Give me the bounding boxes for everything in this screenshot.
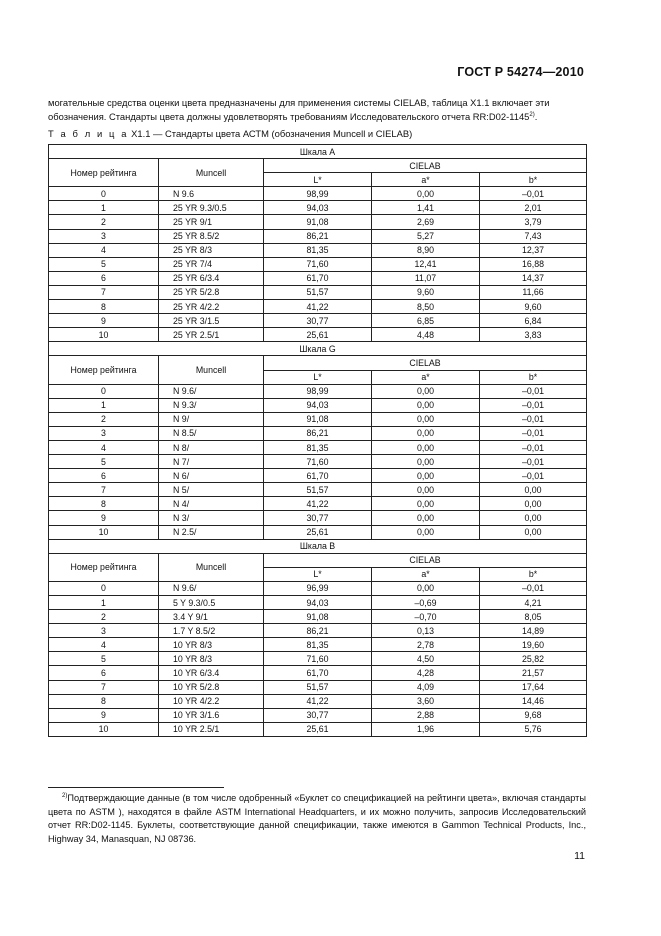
scale-title-row bbox=[49, 539, 587, 553]
cell-b: 5,76 bbox=[480, 722, 587, 736]
cell-rating: 2 bbox=[49, 412, 159, 426]
cell-rating: 4 bbox=[49, 243, 159, 257]
header-row bbox=[49, 356, 587, 370]
cell-rating: 6 bbox=[49, 469, 159, 483]
column-header-l: L* bbox=[264, 370, 372, 384]
cell-muncell: 10 YR 5/2.8 bbox=[159, 680, 264, 694]
cell-a: 0,00 bbox=[372, 511, 480, 525]
document-code: ГОСТ Р 54274—2010 bbox=[457, 65, 584, 79]
cell-muncell: N 3/ bbox=[159, 511, 264, 525]
cell-a: 0,13 bbox=[372, 624, 480, 638]
cell-a: 6,85 bbox=[372, 314, 480, 328]
cell-b: 3,79 bbox=[480, 215, 587, 229]
column-header-rating: Номер рейтинга bbox=[49, 553, 159, 581]
cell-rating: 2 bbox=[49, 610, 159, 624]
cell-a: 5,27 bbox=[372, 229, 480, 243]
cell-a: –0,69 bbox=[372, 596, 480, 610]
cell-a: 8,90 bbox=[372, 243, 480, 257]
cell-a: 4,09 bbox=[372, 680, 480, 694]
cell-rating: 9 bbox=[49, 511, 159, 525]
column-header-b: b* bbox=[480, 567, 587, 581]
cell-muncell: 25 YR 6/3.4 bbox=[159, 271, 264, 285]
cell-b: 0,00 bbox=[480, 483, 587, 497]
cell-a: 8,50 bbox=[372, 300, 480, 314]
table-row bbox=[49, 469, 587, 483]
cell-rating: 2 bbox=[49, 215, 159, 229]
cell-b: –0,01 bbox=[480, 581, 587, 595]
cell-a: 0,00 bbox=[372, 469, 480, 483]
column-header-b: b* bbox=[480, 173, 587, 187]
table-row bbox=[49, 300, 587, 314]
cell-l: 25,61 bbox=[264, 525, 372, 539]
table-row bbox=[49, 624, 587, 638]
footnote-marker: 2) bbox=[62, 792, 68, 799]
column-header-a: a* bbox=[372, 173, 480, 187]
cell-l: 61,70 bbox=[264, 666, 372, 680]
cell-a: 0,00 bbox=[372, 497, 480, 511]
cell-muncell: N 2.5/ bbox=[159, 525, 264, 539]
table-row bbox=[49, 638, 587, 652]
table-row bbox=[49, 412, 587, 426]
cell-a: 0,00 bbox=[372, 187, 480, 201]
cell-muncell: 25 YR 2.5/1 bbox=[159, 328, 264, 342]
cell-a: 0,00 bbox=[372, 426, 480, 440]
table-row bbox=[49, 680, 587, 694]
color-standards-table bbox=[48, 144, 587, 737]
cell-a: 4,28 bbox=[372, 666, 480, 680]
cell-l: 61,70 bbox=[264, 271, 372, 285]
cell-b: 11,66 bbox=[480, 285, 587, 299]
cell-l: 25,61 bbox=[264, 328, 372, 342]
table-row bbox=[49, 722, 587, 736]
table-row bbox=[49, 581, 587, 595]
intro-paragraph bbox=[48, 96, 588, 123]
footnote-divider bbox=[48, 787, 224, 788]
cell-l: 41,22 bbox=[264, 694, 372, 708]
cell-muncell: 25 YR 5/2.8 bbox=[159, 285, 264, 299]
cell-b: 19,60 bbox=[480, 638, 587, 652]
cell-l: 51,57 bbox=[264, 680, 372, 694]
cell-l: 51,57 bbox=[264, 483, 372, 497]
table-row bbox=[49, 314, 587, 328]
cell-muncell: 25 YR 9/1 bbox=[159, 215, 264, 229]
column-header-muncell: Muncell bbox=[159, 553, 264, 581]
cell-a: 2,78 bbox=[372, 638, 480, 652]
cell-muncell: 10 YR 4/2.2 bbox=[159, 694, 264, 708]
table-row bbox=[49, 483, 587, 497]
cell-muncell: 25 YR 4/2.2 bbox=[159, 300, 264, 314]
cell-l: 30,77 bbox=[264, 314, 372, 328]
cell-l: 81,35 bbox=[264, 638, 372, 652]
table-row bbox=[49, 187, 587, 201]
table-row bbox=[49, 243, 587, 257]
cell-l: 94,03 bbox=[264, 596, 372, 610]
cell-l: 71,60 bbox=[264, 257, 372, 271]
column-header-rating: Номер рейтинга bbox=[49, 356, 159, 384]
cell-l: 86,21 bbox=[264, 624, 372, 638]
cell-rating: 7 bbox=[49, 483, 159, 497]
cell-rating: 5 bbox=[49, 257, 159, 271]
cell-l: 30,77 bbox=[264, 708, 372, 722]
cell-rating: 5 bbox=[49, 455, 159, 469]
intro-text: могательные средства оценки цвета предназначены для применения системы CIELAB, таблица X1.1 включает эти обозначения. Стандарты цвета должны удовлетворять требованиям Исследовательского отчета RR:D02-1145 bbox=[48, 97, 550, 122]
cell-rating: 0 bbox=[49, 187, 159, 201]
cell-muncell: 1.7 Y 8.5/2 bbox=[159, 624, 264, 638]
cell-rating: 5 bbox=[49, 652, 159, 666]
caption-prefix: Т а б л и ц а bbox=[48, 128, 129, 139]
cell-b: 8,05 bbox=[480, 610, 587, 624]
cell-muncell: N 8.5/ bbox=[159, 426, 264, 440]
caption-text: X1.1 — Стандарты цвета АСТМ (обозначения Muncell и CIELAB) bbox=[128, 128, 413, 139]
table-row bbox=[49, 426, 587, 440]
column-header-cielab: CIELAB bbox=[264, 553, 587, 567]
cell-muncell: N 9.6/ bbox=[159, 384, 264, 398]
cell-rating: 8 bbox=[49, 694, 159, 708]
cell-a: 0,00 bbox=[372, 384, 480, 398]
cell-muncell: N 9.6/ bbox=[159, 581, 264, 595]
cell-a: 0,00 bbox=[372, 398, 480, 412]
cell-b: 9,60 bbox=[480, 300, 587, 314]
cell-rating: 7 bbox=[49, 285, 159, 299]
cell-rating: 4 bbox=[49, 440, 159, 454]
cell-b: –0,01 bbox=[480, 426, 587, 440]
cell-a: –0,70 bbox=[372, 610, 480, 624]
table-row bbox=[49, 652, 587, 666]
cell-a: 1,41 bbox=[372, 201, 480, 215]
cell-b: 14,89 bbox=[480, 624, 587, 638]
cell-a: 2,69 bbox=[372, 215, 480, 229]
cell-b: 6,84 bbox=[480, 314, 587, 328]
cell-l: 30,77 bbox=[264, 511, 372, 525]
page-number: 11 bbox=[574, 850, 585, 862]
cell-rating: 4 bbox=[49, 638, 159, 652]
table-row bbox=[49, 455, 587, 469]
cell-rating: 1 bbox=[49, 596, 159, 610]
cell-a: 1,96 bbox=[372, 722, 480, 736]
cell-a: 9,60 bbox=[372, 285, 480, 299]
cell-rating: 1 bbox=[49, 201, 159, 215]
cell-rating: 0 bbox=[49, 581, 159, 595]
cell-a: 0,00 bbox=[372, 440, 480, 454]
column-header-cielab: CIELAB bbox=[264, 356, 587, 370]
scale-title: Шкала G bbox=[49, 342, 587, 356]
cell-l: 91,08 bbox=[264, 412, 372, 426]
cell-muncell: 5 Y 9.3/0.5 bbox=[159, 596, 264, 610]
cell-muncell: 10 YR 8/3 bbox=[159, 652, 264, 666]
cell-rating: 9 bbox=[49, 708, 159, 722]
cell-l: 81,35 bbox=[264, 243, 372, 257]
cell-b: –0,01 bbox=[480, 455, 587, 469]
cell-b: –0,01 bbox=[480, 187, 587, 201]
table-row bbox=[49, 384, 587, 398]
cell-rating: 6 bbox=[49, 271, 159, 285]
header-row bbox=[49, 159, 587, 173]
cell-a: 4,48 bbox=[372, 328, 480, 342]
cell-muncell: 25 YR 7/4 bbox=[159, 257, 264, 271]
cell-rating: 9 bbox=[49, 314, 159, 328]
cell-b: 12,37 bbox=[480, 243, 587, 257]
cell-b: 25,82 bbox=[480, 652, 587, 666]
column-header-cielab: CIELAB bbox=[264, 159, 587, 173]
column-header-a: a* bbox=[372, 370, 480, 384]
table-row bbox=[49, 708, 587, 722]
table-row bbox=[49, 215, 587, 229]
column-header-rating: Номер рейтинга bbox=[49, 159, 159, 187]
cell-b: 17,64 bbox=[480, 680, 587, 694]
column-header-muncell: Muncell bbox=[159, 356, 264, 384]
cell-a: 0,00 bbox=[372, 525, 480, 539]
table-row bbox=[49, 257, 587, 271]
cell-b: 9,68 bbox=[480, 708, 587, 722]
column-header-a: a* bbox=[372, 567, 480, 581]
scale-title-row bbox=[49, 342, 587, 356]
cell-b: –0,01 bbox=[480, 469, 587, 483]
cell-muncell: 25 YR 8.5/2 bbox=[159, 229, 264, 243]
cell-rating: 0 bbox=[49, 384, 159, 398]
cell-l: 98,99 bbox=[264, 187, 372, 201]
cell-b: –0,01 bbox=[480, 384, 587, 398]
cell-l: 91,08 bbox=[264, 215, 372, 229]
intro-end: . bbox=[534, 110, 538, 122]
cell-muncell: N 9/ bbox=[159, 412, 264, 426]
scale-title-row bbox=[49, 145, 587, 159]
cell-l: 94,03 bbox=[264, 398, 372, 412]
cell-b: 14,37 bbox=[480, 271, 587, 285]
cell-muncell: N 9.6 bbox=[159, 187, 264, 201]
cell-muncell: 3.4 Y 9/1 bbox=[159, 610, 264, 624]
table-row bbox=[49, 271, 587, 285]
cell-rating: 6 bbox=[49, 666, 159, 680]
cell-a: 4,50 bbox=[372, 652, 480, 666]
cell-a: 0,00 bbox=[372, 581, 480, 595]
cell-b: –0,01 bbox=[480, 412, 587, 426]
cell-rating: 1 bbox=[49, 398, 159, 412]
cell-b: 16,88 bbox=[480, 257, 587, 271]
cell-l: 81,35 bbox=[264, 440, 372, 454]
cell-rating: 10 bbox=[49, 722, 159, 736]
cell-muncell: N 9.3/ bbox=[159, 398, 264, 412]
table-row bbox=[49, 440, 587, 454]
table-row bbox=[49, 229, 587, 243]
header-row bbox=[49, 553, 587, 567]
table-row bbox=[49, 666, 587, 680]
cell-muncell: 10 YR 6/3.4 bbox=[159, 666, 264, 680]
cell-muncell: N 6/ bbox=[159, 469, 264, 483]
table-row bbox=[49, 596, 587, 610]
cell-b: 7,43 bbox=[480, 229, 587, 243]
cell-muncell: N 4/ bbox=[159, 497, 264, 511]
cell-b: –0,01 bbox=[480, 398, 587, 412]
cell-a: 11,07 bbox=[372, 271, 480, 285]
cell-b: 14,46 bbox=[480, 694, 587, 708]
cell-muncell: N 8/ bbox=[159, 440, 264, 454]
column-header-b: b* bbox=[480, 370, 587, 384]
cell-b: 0,00 bbox=[480, 497, 587, 511]
cell-a: 2,88 bbox=[372, 708, 480, 722]
cell-b: 3,83 bbox=[480, 328, 587, 342]
cell-l: 96,99 bbox=[264, 581, 372, 595]
cell-l: 25,61 bbox=[264, 722, 372, 736]
cell-rating: 3 bbox=[49, 624, 159, 638]
cell-rating: 10 bbox=[49, 328, 159, 342]
cell-muncell: 25 YR 8/3 bbox=[159, 243, 264, 257]
scale-title: Шкала В bbox=[49, 539, 587, 553]
table-row bbox=[49, 201, 587, 215]
cell-b: 0,00 bbox=[480, 525, 587, 539]
column-header-muncell: Muncell bbox=[159, 159, 264, 187]
table-row bbox=[49, 694, 587, 708]
cell-muncell: 10 YR 8/3 bbox=[159, 638, 264, 652]
footnote-text: Подтверждающие данные (в том числе одобренный «Буклет со спецификацией на рейтинги цвета», включая стандарты цвета по ASTM ), находятся в файле ASTM International Headquarters, и их можно получить, запросив Исследовательский отчет RR:D02-1145. Буклеты, соответствующие данной спецификации, также имеются в Gammon Technical Products, Inc., Highway 34, Manasquan, NJ 08736. bbox=[48, 793, 586, 844]
cell-rating: 8 bbox=[49, 497, 159, 511]
footnote bbox=[48, 792, 586, 846]
cell-b: –0,01 bbox=[480, 440, 587, 454]
cell-l: 61,70 bbox=[264, 469, 372, 483]
cell-muncell: 10 YR 3/1.6 bbox=[159, 708, 264, 722]
cell-l: 71,60 bbox=[264, 455, 372, 469]
table-row bbox=[49, 285, 587, 299]
cell-rating: 3 bbox=[49, 426, 159, 440]
cell-muncell: 25 YR 9.3/0.5 bbox=[159, 201, 264, 215]
table-row bbox=[49, 610, 587, 624]
column-header-l: L* bbox=[264, 567, 372, 581]
cell-l: 71,60 bbox=[264, 652, 372, 666]
cell-muncell: 25 YR 3/1.5 bbox=[159, 314, 264, 328]
cell-l: 41,22 bbox=[264, 300, 372, 314]
cell-b: 21,57 bbox=[480, 666, 587, 680]
cell-l: 51,57 bbox=[264, 285, 372, 299]
cell-a: 0,00 bbox=[372, 412, 480, 426]
table-row bbox=[49, 525, 587, 539]
cell-rating: 10 bbox=[49, 525, 159, 539]
column-header-l: L* bbox=[264, 173, 372, 187]
cell-l: 94,03 bbox=[264, 201, 372, 215]
cell-rating: 8 bbox=[49, 300, 159, 314]
table-row bbox=[49, 497, 587, 511]
table-row bbox=[49, 511, 587, 525]
cell-muncell: N 7/ bbox=[159, 455, 264, 469]
cell-l: 98,99 bbox=[264, 384, 372, 398]
cell-rating: 7 bbox=[49, 680, 159, 694]
cell-rating: 3 bbox=[49, 229, 159, 243]
cell-l: 86,21 bbox=[264, 426, 372, 440]
cell-b: 0,00 bbox=[480, 511, 587, 525]
table-row bbox=[49, 398, 587, 412]
cell-a: 12,41 bbox=[372, 257, 480, 271]
table-row bbox=[49, 328, 587, 342]
footnote-reference[interactable]: 2) bbox=[529, 111, 535, 118]
cell-l: 86,21 bbox=[264, 229, 372, 243]
cell-b: 2,01 bbox=[480, 201, 587, 215]
cell-l: 41,22 bbox=[264, 497, 372, 511]
cell-muncell: N 5/ bbox=[159, 483, 264, 497]
cell-a: 3,60 bbox=[372, 694, 480, 708]
cell-a: 0,00 bbox=[372, 455, 480, 469]
cell-muncell: 10 YR 2.5/1 bbox=[159, 722, 264, 736]
table-caption bbox=[48, 128, 412, 139]
scale-title: Шкала А bbox=[49, 145, 587, 159]
cell-l: 91,08 bbox=[264, 610, 372, 624]
cell-a: 0,00 bbox=[372, 483, 480, 497]
cell-b: 4,21 bbox=[480, 596, 587, 610]
